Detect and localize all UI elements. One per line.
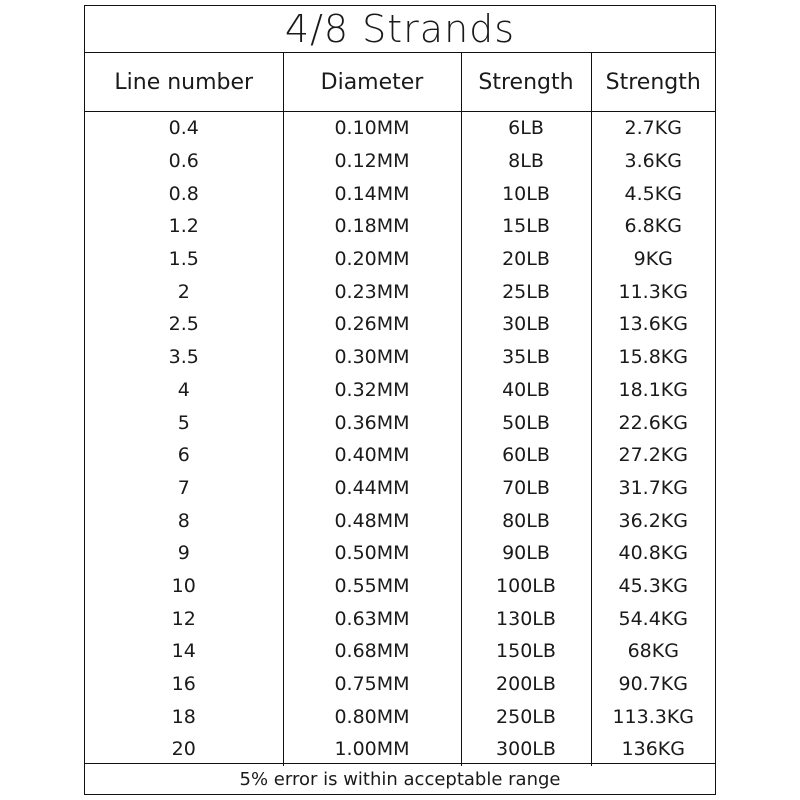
cell-line-number: 8 [85,504,283,537]
cell-line-number: 3.5 [85,341,283,374]
cell-strength-lb: 20LB [461,243,591,276]
header-row [85,53,715,112]
cell-line-number: 1.5 [85,243,283,276]
cell-line-number: 20 [85,733,283,766]
cell-line-number: 7 [85,472,283,505]
table-row [85,733,715,766]
cell-diameter: 0.36MM [283,406,461,439]
table-row [85,275,715,308]
cell-strength-lb: 40LB [461,374,591,407]
cell-strength-lb: 130LB [461,602,591,635]
cell-strength-lb: 100LB [461,570,591,603]
table-row [85,308,715,341]
cell-line-number: 10 [85,570,283,603]
cell-diameter: 0.50MM [283,537,461,570]
cell-line-number: 16 [85,668,283,701]
table-row [85,439,715,472]
cell-diameter: 0.44MM [283,472,461,505]
header-line-number: Line number [85,53,283,112]
cell-strength-kg: 22.6KG [618,411,688,434]
cell-strength-lb: 60LB [461,439,591,472]
cell-strength-kg: 3.6KG [624,150,682,173]
cell-strength-kg: 45.3KG [618,574,688,597]
cell-diameter: 0.10MM [283,112,461,145]
cell-diameter: 0.75MM [283,668,461,701]
cell-line-number: 12 [85,602,283,635]
cell-strength-lb: 50LB [461,406,591,439]
cell-strength-kg: 113.3KG [612,705,695,728]
cell-strength-lb: 80LB [461,504,591,537]
cell-diameter: 0.18MM [283,210,461,243]
cell-strength-kg: 40.8KG [618,542,688,565]
cell-line-number: 4 [85,374,283,407]
cell-strength-kg: 6.8KG [624,215,682,238]
cell-strength-lb: 35LB [461,341,591,374]
cell-strength-lb: 15LB [461,210,591,243]
cell-diameter: 0.14MM [283,177,461,210]
header-strength-lb: Strength [461,53,591,112]
cell-strength-lb: 250LB [461,700,591,733]
cell-line-number: 0.8 [85,177,283,210]
strength-table [85,53,715,766]
cell-diameter: 1.00MM [283,733,461,766]
table-row [85,341,715,374]
cell-strength-kg: 68KG [627,640,679,663]
cell-diameter: 0.23MM [283,275,461,308]
cell-line-number: 2 [85,275,283,308]
cell-strength-lb: 6LB [461,112,591,145]
cell-line-number: 2.5 [85,308,283,341]
cell-strength-kg: 136KG [621,738,685,761]
table-row [85,243,715,276]
cell-diameter: 0.55MM [283,570,461,603]
spec-sheet [84,5,716,795]
table-row [85,472,715,505]
table-row [85,145,715,178]
cell-line-number: 0.6 [85,145,283,178]
table-row [85,668,715,701]
cell-diameter: 0.30MM [283,341,461,374]
cell-strength-lb: 8LB [461,145,591,178]
cell-strength-kg: 18.1KG [618,378,688,401]
cell-strength-lb: 90LB [461,537,591,570]
cell-diameter: 0.20MM [283,243,461,276]
table-row [85,112,715,145]
cell-line-number: 14 [85,635,283,668]
header-strength-kg: Strength [591,53,715,112]
cell-strength-lb: 300LB [461,733,591,766]
table-row [85,406,715,439]
cell-strength-lb: 150LB [461,635,591,668]
table-row [85,570,715,603]
cell-line-number: 18 [85,700,283,733]
cell-diameter: 0.40MM [283,439,461,472]
cell-line-number: 6 [85,439,283,472]
cell-strength-lb: 30LB [461,308,591,341]
cell-diameter: 0.63MM [283,602,461,635]
cell-strength-kg: 9KG [633,248,673,271]
cell-diameter: 0.80MM [283,700,461,733]
cell-line-number: 9 [85,537,283,570]
cell-strength-kg: 4.5KG [624,182,682,205]
table-row [85,374,715,407]
cell-strength-kg: 27.2KG [618,444,688,467]
header-diameter: Diameter [283,53,461,112]
cell-strength-kg: 11.3KG [618,280,688,303]
cell-diameter: 0.32MM [283,374,461,407]
cell-line-number: 0.4 [85,112,283,145]
cell-strength-kg: 90.7KG [618,673,688,696]
cell-diameter: 0.26MM [283,308,461,341]
cell-strength-kg: 13.6KG [618,313,688,336]
cell-diameter: 0.12MM [283,145,461,178]
table-row [85,635,715,668]
cell-strength-kg: 15.8KG [618,346,688,369]
cell-diameter: 0.48MM [283,504,461,537]
cell-line-number: 5 [85,406,283,439]
cell-strength-lb: 70LB [461,472,591,505]
cell-strength-lb: 200LB [461,668,591,701]
table-row [85,602,715,635]
cell-strength-kg: 31.7KG [618,476,688,499]
cell-strength-lb: 10LB [461,177,591,210]
cell-strength-kg: 2.7KG [624,117,682,140]
cell-strength-kg: 36.2KG [618,509,688,532]
cell-line-number: 1.2 [85,210,283,243]
cell-strength-kg: 54.4KG [618,607,688,630]
table-row [85,700,715,733]
table-row [85,504,715,537]
cell-diameter: 0.68MM [283,635,461,668]
table-row [85,177,715,210]
table-row [85,537,715,570]
footer-note: 5% error is within acceptable range [85,763,715,794]
cell-strength-lb: 25LB [461,275,591,308]
table-row [85,210,715,243]
table-title: 4/8 Strands [85,6,715,53]
